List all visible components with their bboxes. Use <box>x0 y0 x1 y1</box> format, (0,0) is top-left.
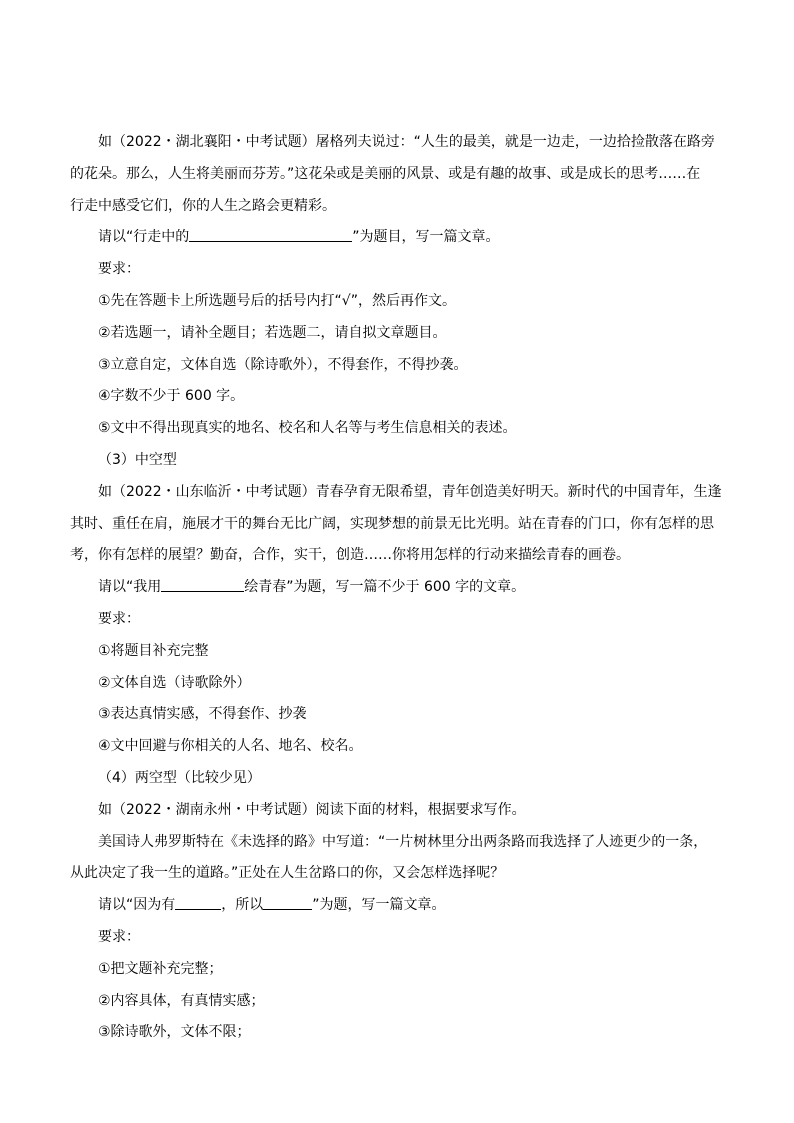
requirement-item: ⑤文中不得出现真实的地名、校名和人名等与考生信息相关的表述。 <box>98 420 517 437</box>
requirements-heading-3: 要求： <box>98 928 140 945</box>
requirement-item: ③除诗歌外，文体不限； <box>98 1024 251 1041</box>
prompt-1-after: ”为题目，写一篇文章。 <box>352 229 500 246</box>
section-4-line-1: 如（2022・湖南永州・中考试题）阅读下面的材料，根据要求写作。 <box>98 801 526 818</box>
prompt-3-mid: ，所以 <box>221 897 264 914</box>
requirement-item: ①将题目补充完整 <box>98 642 209 659</box>
requirement-item: ①先在答题卡上所选题号后的括号内打“√”，然后再作文。 <box>98 292 456 309</box>
requirements-heading-2: 要求： <box>98 610 140 627</box>
requirement-item: ④文中回避与你相关的人名、地名、校名。 <box>98 738 363 755</box>
prompt-3 <box>98 890 718 922</box>
section-3-line-3: 考，你有怎样的展望？勤奋，合作，实干，创造……你将用怎样的行动来描绘青春的画卷。 <box>70 547 630 564</box>
section-4-heading: （4）两空型（比较少见） <box>98 769 261 786</box>
section-4-line-2: 美国诗人弗罗斯特在《未选择的路》中写道：“一片树林里分出两条路而我选择了人迹更少的一条， <box>98 833 708 850</box>
prompt-2-before: 请以“我用 <box>98 579 162 596</box>
title-blank-3a <box>175 893 221 910</box>
prompt-3-before: 请以“因为有 <box>98 897 176 914</box>
prompt-1 <box>98 222 718 254</box>
document-body <box>70 127 722 1049</box>
section-3-line-1: 如（2022・山东临沂・中考试题）青春孕育无限希望，青年创造美好明天。新时代的中国青年，生逢 <box>98 483 722 500</box>
title-blank-1 <box>189 225 352 242</box>
prompt-3-after: ”为题，写一篇文章。 <box>312 897 446 914</box>
intro-line-1: 如（2022・湖北襄阳・中考试题）屠格列夫说过：“人生的最美，就是一边走，一边拾捡散落在路旁 <box>98 134 715 150</box>
requirement-item: ④字数不少于 600 字。 <box>98 388 245 405</box>
section-3-heading: （3）中空型 <box>98 451 177 468</box>
requirement-item: ②文体自选（诗歌除外） <box>98 674 251 691</box>
section-4-line-3: 从此决定了我一生的道路。”正处在人生岔路口的你，又会怎样选择呢？ <box>70 865 505 882</box>
requirement-item: ③表达真情实感，不得套作、抄袭 <box>98 706 307 723</box>
intro-line-2: 的花朵。那么，人生将美丽而芬芳。”这花朵或是美丽的风景、或是有趣的故事、或是成长的思考……在 <box>70 165 701 182</box>
prompt-2 <box>98 572 718 604</box>
intro-line-3: 行走中感受它们，你的人生之路会更精彩。 <box>70 197 336 214</box>
requirement-item: ②若选题一，请补全题目；若选题二，请自拟文章题目。 <box>98 324 447 341</box>
prompt-1-before: 请以“行走中的 <box>98 229 190 246</box>
requirement-item: ②内容具体，有真情实感； <box>98 992 265 1009</box>
requirement-item: ①把文题补充完整； <box>98 960 223 977</box>
section-3-line-2: 其时、重任在肩，施展才干的舞台无比广阔，实现梦想的前景无比光明。站在青春的门口，你有怎样的思 <box>70 515 714 532</box>
requirement-item: ③立意自定，文体自选（除诗歌外），不得套作，不得抄袭。 <box>98 356 468 373</box>
title-blank-3b <box>263 893 312 910</box>
prompt-2-after: 绘青春”为题，写一篇不少于 600 字的文章。 <box>244 579 526 596</box>
requirements-heading-1: 要求： <box>98 261 140 278</box>
title-blank-2 <box>161 575 244 592</box>
